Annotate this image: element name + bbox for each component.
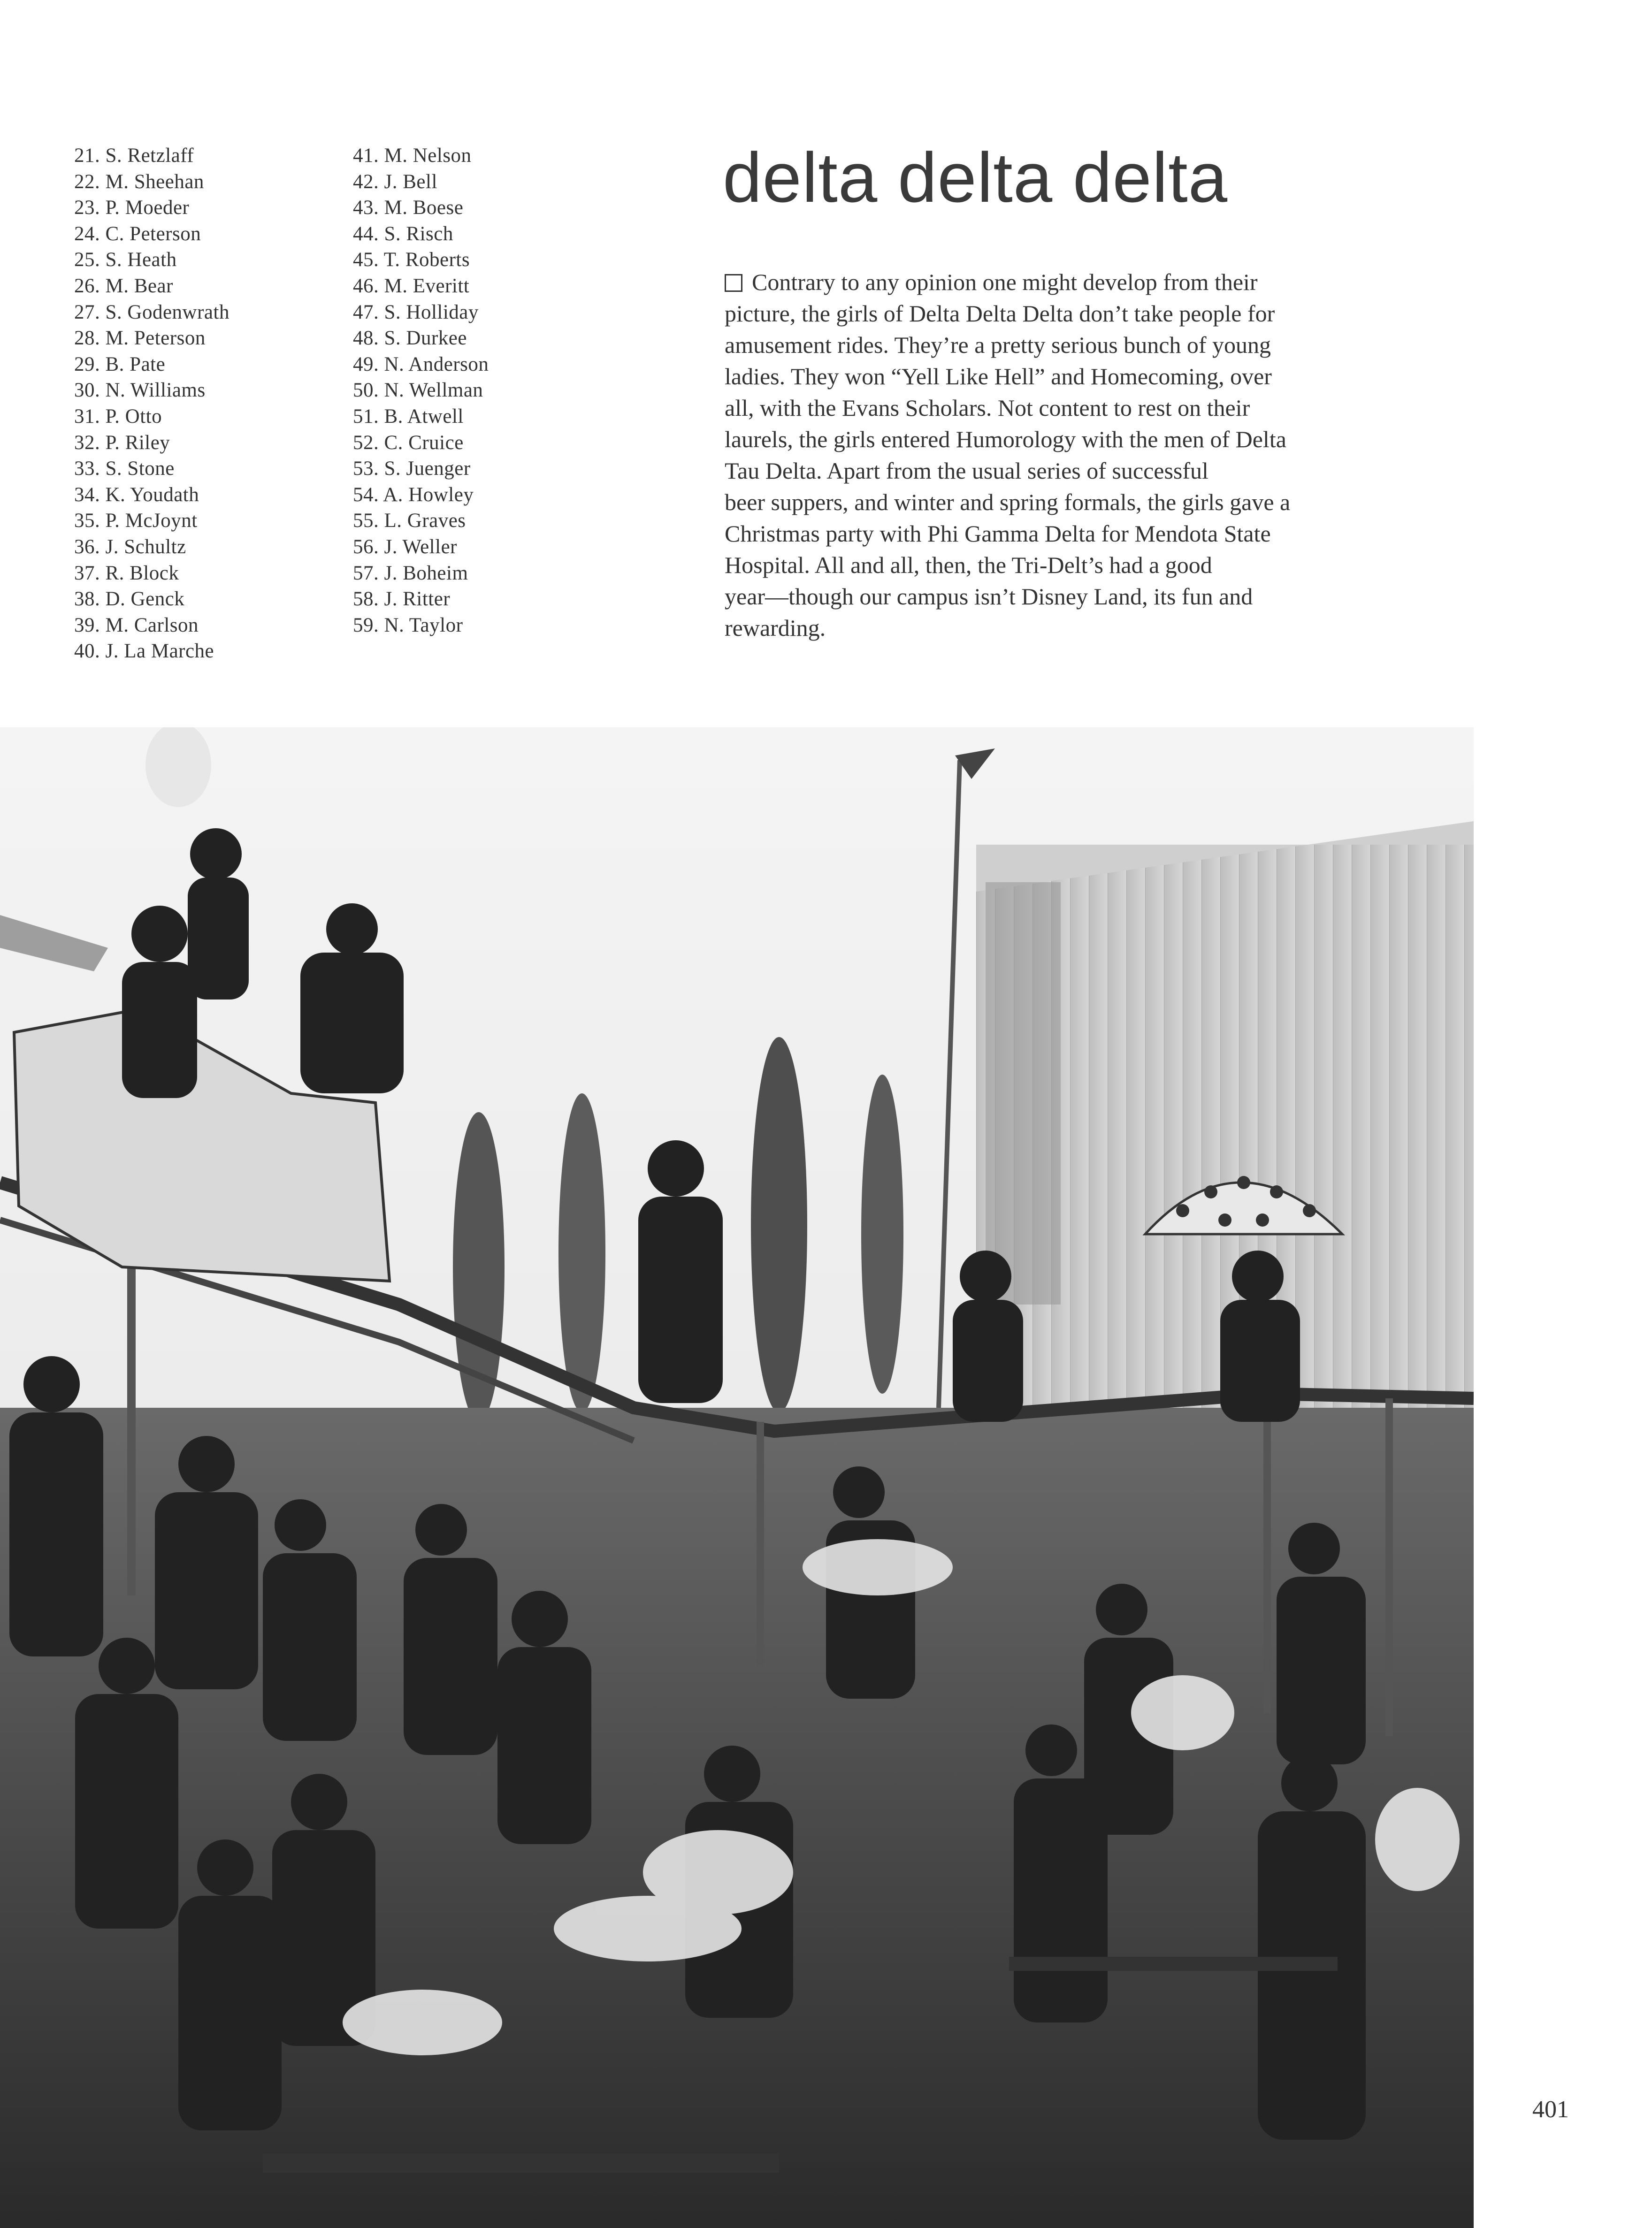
body-line: all, with the Evans Scholars. Not content to rest on their	[725, 395, 1250, 421]
roster-entry: 26. M. Bear	[74, 275, 173, 297]
body-line: beer suppers, and winter and spring formals, the girls gave a	[725, 489, 1291, 515]
roster-entry: 55. L. Graves	[353, 510, 466, 532]
body-line: ladies. They won “Yell Like Hell” and Homecoming, over	[725, 363, 1272, 389]
roster-column-right	[353, 143, 489, 638]
roster-entry: 59. N. Taylor	[353, 614, 463, 636]
body-line: laurels, the girls entered Humorology with the men of Delta	[725, 426, 1286, 452]
roster-entry: 47. S. Holliday	[353, 301, 479, 323]
body-line: Tau Delta. Apart from the usual series of successful	[725, 458, 1208, 484]
roster-entry: 51. B. Atwell	[353, 405, 464, 427]
roster-column-left	[74, 143, 229, 664]
roster-entry: 36. J. Schultz	[74, 535, 186, 558]
page-title: delta delta delta	[723, 138, 1228, 217]
roster-entry: 48. S. Durkee	[353, 327, 467, 350]
body-line: Christmas party with Phi Gamma Delta for Mendota State	[725, 520, 1271, 547]
roster-entry: 52. C. Cruice	[353, 431, 464, 454]
roster-entry: 49. N. Anderson	[353, 353, 489, 375]
roster-entry: 22. M. Sheehan	[74, 170, 204, 193]
roster-entry: 43. M. Boese	[353, 197, 464, 219]
roster-entry: 27. S. Godenwrath	[74, 301, 229, 323]
roster-entry: 40. J. La Marche	[74, 640, 214, 663]
body-line: picture, the girls of Delta Delta Delta don’t take people for	[725, 300, 1275, 327]
roster-entry: 32. P. Riley	[74, 431, 170, 454]
body-line: amusement rides. They’re a pretty serious bunch of young	[725, 332, 1271, 358]
roster-entry: 50. N. Wellman	[353, 379, 483, 402]
tree	[558, 1093, 605, 1412]
tree	[861, 1075, 903, 1394]
roster-entry: 42. J. Bell	[353, 170, 437, 193]
body-line-text: Contrary to any opinion one might develop from their	[752, 269, 1258, 295]
roster-entry: 35. P. McJoynt	[74, 510, 198, 532]
roster-entry: 24. C. Peterson	[74, 222, 201, 245]
roster-entry: 44. S. Risch	[353, 222, 453, 245]
roster-entry: 54. A. Howley	[353, 483, 474, 506]
picnic-table	[263, 2154, 779, 2173]
checkbox-icon	[725, 274, 742, 292]
roster-entry: 41. M. Nelson	[353, 145, 472, 167]
body-line: Hospital. All and all, then, the Tri-Delt’s had a good	[725, 552, 1212, 578]
tree	[751, 1037, 807, 1412]
roster-entry: 23. P. Moeder	[74, 197, 190, 219]
roster-entry: 25. S. Heath	[74, 249, 177, 271]
body-line: year—though our campus isn’t Disney Land, its fun and	[725, 583, 1253, 610]
body-line	[725, 267, 1382, 298]
roster-entry: 38. D. Genck	[74, 588, 185, 610]
roster-entry: 31. P. Otto	[74, 405, 162, 427]
roster-entry: 21. S. Retzlaff	[74, 145, 194, 167]
group-photo	[0, 727, 1474, 2228]
page-number: 401	[1532, 2096, 1569, 2123]
roster-entry: 39. M. Carlson	[74, 614, 199, 636]
roster-entry: 45. T. Roberts	[353, 249, 470, 271]
roster-entry: 53. S. Juenger	[353, 458, 471, 480]
roster-entry: 34. K. Youdath	[74, 483, 199, 506]
roster-entry: 29. B. Pate	[74, 353, 166, 375]
body-line: rewarding.	[725, 615, 826, 641]
roster-entry: 46. M. Everitt	[353, 275, 470, 297]
article-body	[725, 267, 1382, 644]
roster-entry: 30. N. Williams	[74, 379, 206, 402]
roster-entry: 33. S. Stone	[74, 458, 175, 480]
roster-entry: 57. J. Boheim	[353, 562, 468, 584]
roster-entry: 58. J. Ritter	[353, 588, 451, 610]
roster-entry: 56. J. Weller	[353, 535, 457, 558]
roster-entry: 37. R. Block	[74, 562, 179, 584]
roster-entry: 28. M. Peterson	[74, 327, 206, 350]
